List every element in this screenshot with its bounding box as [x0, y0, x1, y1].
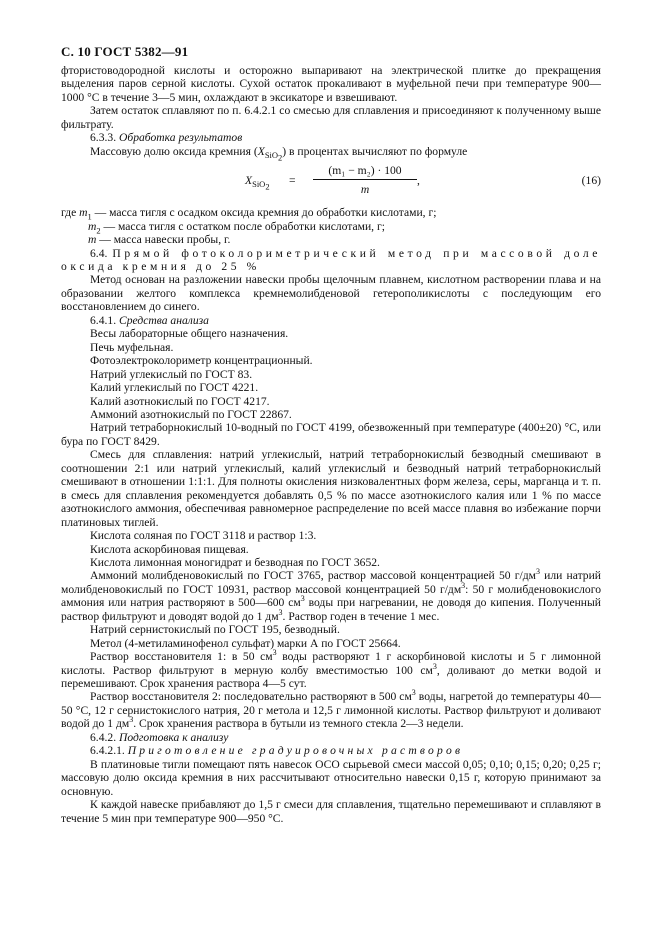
formula-lhs: $X_{SiO_2}$	[245, 174, 270, 193]
section-title: Средства анализа	[119, 313, 209, 327]
list-item: Калий углекислый по ГОСТ 4221.	[90, 381, 259, 395]
list-item: Печь муфельная.	[90, 340, 174, 354]
section-title: Прямой фотоколориметрический метод при массовой доле оксида кремния до 25 %	[61, 246, 601, 273]
list-item: Натрий углекислый по ГОСТ 83.	[90, 367, 253, 381]
formula-equals: =	[289, 174, 296, 188]
paragraph-fusion: Затем остаток сплавляют по п. 6.4.2.1 со смесью для сплавления и присоединяют к полученному выше фильтрату.	[61, 104, 601, 131]
formula-comma: ,	[417, 174, 420, 188]
paragraph-fusing: К каждой навеске прибавляют до 1,5 г смеси для сплавления, тщательно перемешивают и сплавляют в течение 5 мин при температуре 900—950 °С.	[61, 798, 601, 825]
section-number: 6.4.1.	[90, 313, 117, 327]
formula-16	[61, 162, 601, 204]
list-item: Весы лабораторные общего назначения.	[90, 327, 289, 341]
section-6-3-3	[61, 131, 601, 144]
list-item: Натрий сернистокислый по ГОСТ 195, безводный.	[90, 623, 340, 637]
definition-1: где $m_1$ — масса тигля с осадком оксида кремния до обработки кислотами, г;	[61, 206, 437, 222]
section-number: 6.4.	[90, 246, 108, 260]
paragraph-samples: В платиновые тигли помещают пять навесок ОСО сырьевой смеси массой 0,05; 0,10; 0,15; 0,20; 0,25 г; массовую долю оксида кремния в них рассчитывают относительно навески 0,15 г, которую принимают за основную.	[61, 757, 601, 798]
section-number: 6.3.3.	[90, 131, 117, 145]
symbol-x: X	[257, 144, 265, 158]
paragraph-method: Метод основан на разложении навески пробы щелочным плавнем, кислотном растворении плава и на образовании желтого комплекса кремнемолибденовой гетерополикислоты с последующим его восстановлением до синего.	[61, 273, 601, 314]
paragraph-reducer-1: Раствор восстановителя 1: в 50 $см^3$ воды растворяют 1 г аскорбиновой кислоты и 5 г лимонной кислоты. Раствор фильтруют в мерную колбу вместимостью 100 $см^3$, доливают до метки водой и перемешивают. Срок хранения раствора 4—5 сут.	[61, 648, 601, 691]
list-item: Кислота соляная по ГОСТ 3118 и раствор 1:3.	[90, 529, 317, 543]
definition-2: $m_2$ — масса тигля с остатком после обработки кислотами, г;	[88, 219, 385, 235]
paragraph-borax: Натрий тетраборнокислый 10-водный по ГОСТ 4199, обезвоженный при температуре (400±20) °С, или бура по ГОСТ 8429.	[61, 421, 601, 448]
list-item: Аммоний азотнокислый по ГОСТ 22867.	[90, 407, 292, 421]
document-body	[61, 64, 601, 825]
paragraph-fusion-mix: Смесь для сплавления: натрий углекислый, натрий тетраборнокислый безводный смешивают в соотношении 2:1 или натрий углекислый, калий углекислый и безводный натрий тетраборнокислый смешивают в отношении 1:1:1. Для полноты окисления низковалентных форм железа, серы, марганца и т. п. в смесь для сплавления рекомендуется добавлять 0,5 % по массе азотнокислого калия или 1 % по массе азотнокислого аммония, обеспечивая равномерное распределение по всей массе плавня во избежание порчи платиновых тиглей.	[61, 448, 601, 529]
section-6-4-2-1	[61, 744, 601, 757]
list-item: Метол (4-метиламинофенол сульфат) марки А по ГОСТ 25664.	[90, 636, 401, 650]
section-6-4-2	[61, 731, 601, 744]
list-item: Фотоэлектроколориметр концентрационный.	[90, 354, 313, 368]
section-6-4	[61, 247, 601, 274]
page-header: С. 10 ГОСТ 5382—91	[61, 44, 189, 59]
section-title: Приготовление градуировочных растворов	[127, 744, 464, 758]
formula-denominator: m	[360, 183, 370, 197]
section-title: Подготовка к анализу	[119, 730, 229, 744]
paragraph-formula-intro: Массовую долю оксида кремния $(X_{SiO_2})$ в процентах вычисляют по формуле	[90, 144, 468, 163]
section-number: 6.4.2.	[90, 730, 117, 744]
formula-number: (16)	[581, 174, 601, 188]
paragraph-molybdate: Аммоний молибденовокислый по ГОСТ 3765, раствор массовой концентрацией 50 $г/дм^3$ или натрий молибденовокислый по ГОСТ 10931, раствор массовой концентрацией 50 $г/дм^3$: 50 г молибденовокислого аммония или натрия растворяют в 500—600 $см^3$ воды при нагревании, не доводя до кипения. Полученный раствор фильтруют и доводят водой до 1 $дм^3$. Раствор годен в течение 1 мес.	[61, 567, 602, 623]
definition-3: m — масса навески пробы, г.	[88, 233, 231, 247]
formula-numerator: (m₁ − m₂) · 100	[313, 164, 417, 179]
section-number: 6.4.2.1.	[90, 744, 125, 758]
list-item: Кислота лимонная моногидрат и безводная по ГОСТ 3652.	[90, 555, 380, 569]
list-item: Кислота аскорбиновая пищевая.	[90, 542, 249, 556]
list-item: Калий азотнокислый по ГОСТ 4217.	[90, 394, 270, 408]
paragraph-continuation: фтористоводородной кислоты и осторожно выпаривают на электрической плитке до прекращения выделения паров серной кислоты. Сухой остаток прокаливают в муфельной печи при температуре 900—1000 °С в течение 3—5 мин, охлаждают в эксикаторе и взвешивают.	[61, 64, 601, 104]
section-title: Обработка результатов	[119, 131, 243, 145]
section-6-4-1	[61, 314, 601, 327]
paragraph-reducer-2: Раствор восстановителя 2: последовательно растворяют в 500 $см^3$ воды, нагретой до температуры 40—50 °С, 12 г сернистокислого натрия, 20 г метола и 12,5 г лимонной кислоты. Раствор фильтруют и доливают водой до 1 $дм^3$. Срок хранения раствора в бутыли из темного стекла 2—3 недели.	[61, 688, 601, 731]
